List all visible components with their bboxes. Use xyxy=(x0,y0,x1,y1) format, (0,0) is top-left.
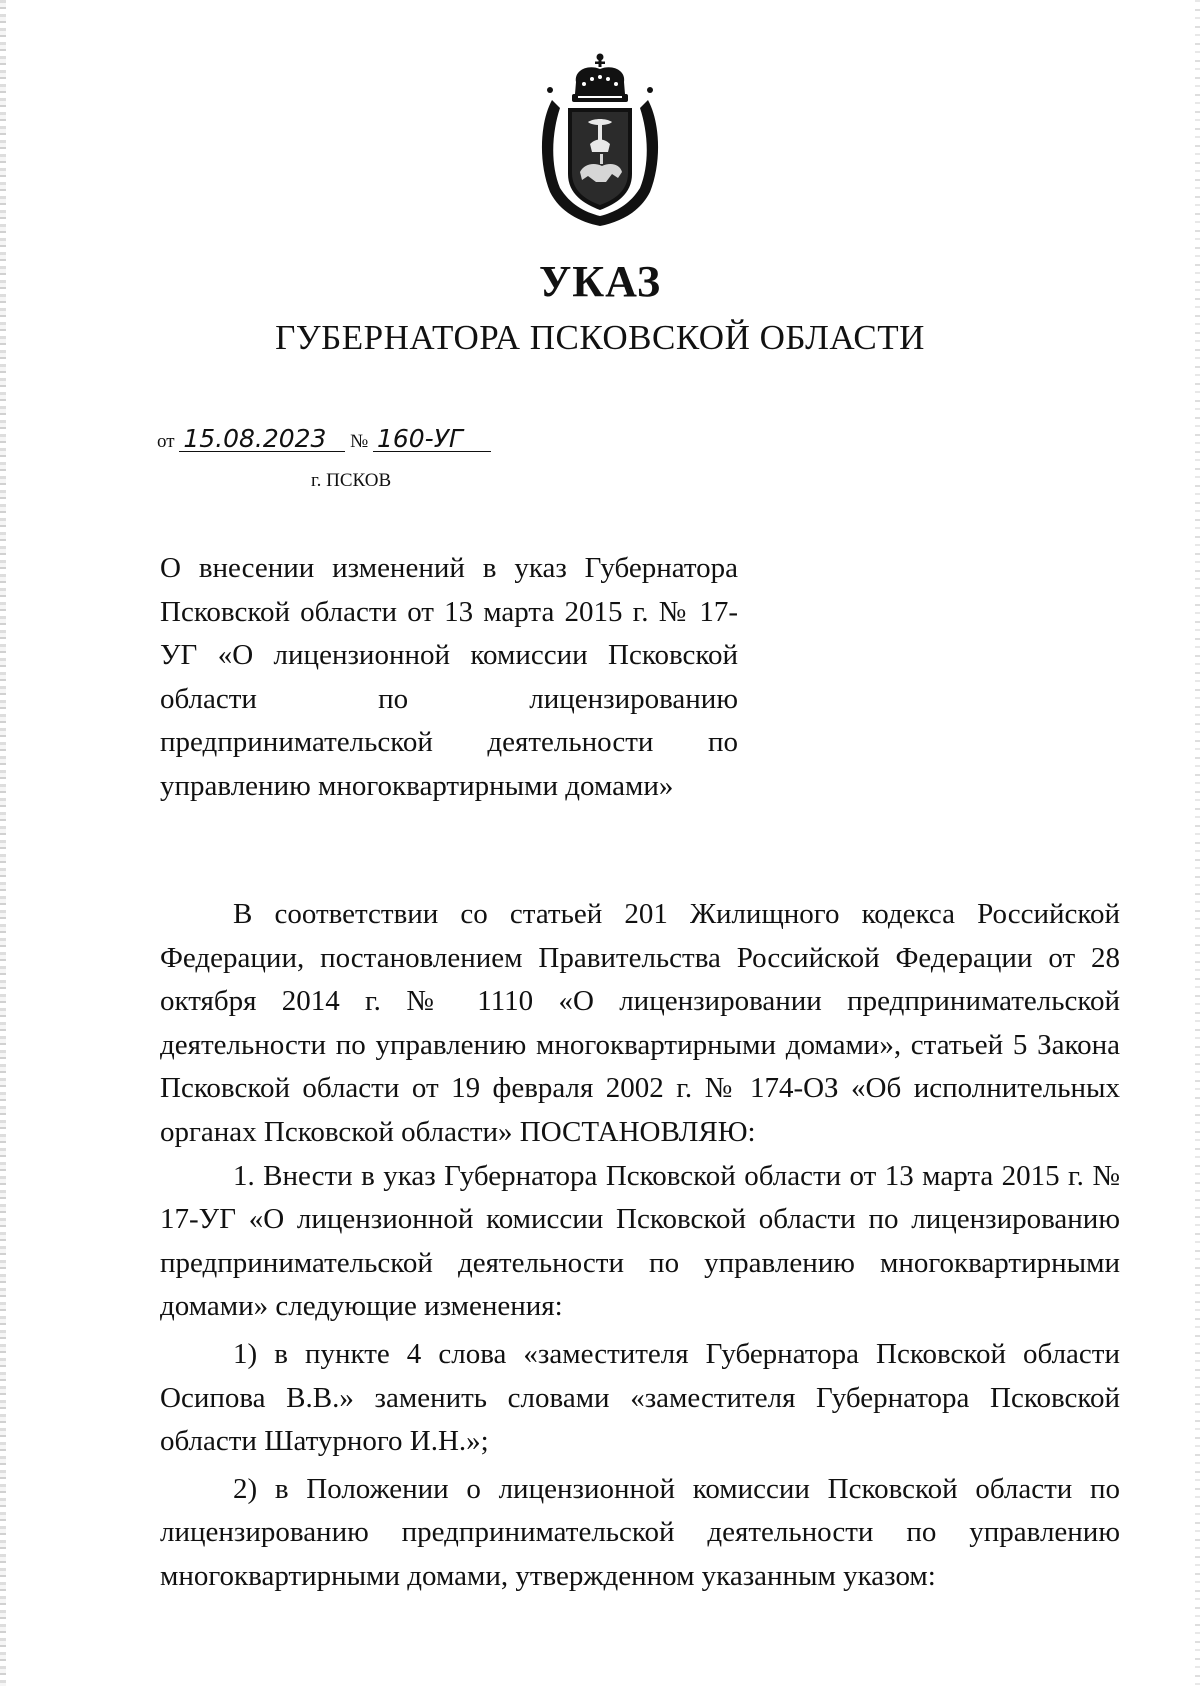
handwritten-date: 15.08.2023 xyxy=(179,427,345,452)
number-prefix: № xyxy=(350,431,369,452)
document-body xyxy=(160,893,1120,1599)
paragraph-item-1: 1. Внести в указ Губернатора Псковской области от 13 марта 2015 г. № 17-УГ «О лицензионной комиссии Псковской области по лицензированию предпринимательской деятельности по управлению многоквартирными домами» следующие изменения: xyxy=(160,1159,1120,1323)
document-subtitle: ГУБЕРНАТОРА ПСКОВСКОЙ ОБЛАСТИ xyxy=(275,318,925,357)
document-heading: О внесении изменений в указ Губернатора Псковской области от 13 марта 2015 г. № 17-УГ «О лицензионной комиссии Псковской области по лицензированию предпринимательской деятельности по управлению многоквартирными домами» xyxy=(160,552,738,802)
scan-edge-left xyxy=(0,0,6,1686)
document-title: УКАЗ xyxy=(538,257,662,306)
handwritten-number: 160-УГ xyxy=(373,427,491,452)
paragraph-preamble: В соответствии со статьей 201 Жилищного кодекса Российской Федерации, постановлением Правительства Российской Федерации от 28 октября 2014 г. № 1110 «О лицензировании предпринимательской деятельности по управлению многоквартирными домами», статьей 5 Закона Псковской области от 19 февраля 2002 г. № 174-ОЗ «Об исполнительных органах Псковской области» ПОСТАНОВЛЯЮ: xyxy=(160,898,1120,1148)
scan-edge-right xyxy=(1195,0,1200,1686)
paragraph-subitem-1: 1) в пункте 4 слова «заместителя Губернатора Псковской области Осипова В.В.» заменить словами «заместителя Губернатора Псковской области Шатурного И.Н.»; xyxy=(160,1337,1120,1458)
city-label: г. ПСКОВ xyxy=(311,470,392,491)
date-number-line xyxy=(157,424,491,453)
paragraph-subitem-2: 2) в Положении о лицензионной комиссии Псковской области по лицензированию предпринимательской деятельности по управлению многоквартирными домами, утвержденном указанным указом: xyxy=(160,1472,1120,1592)
pskov-coat-of-arms-icon xyxy=(530,52,670,230)
date-prefix: от xyxy=(157,431,175,452)
